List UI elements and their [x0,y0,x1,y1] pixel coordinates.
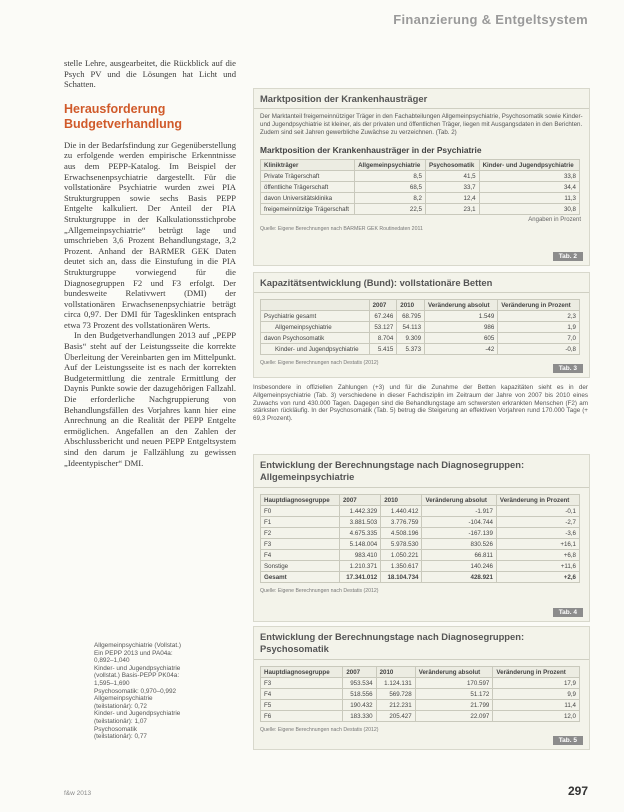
table-cell: 1,9 [498,322,580,333]
column-header: 2010 [381,495,422,506]
table-cell [261,333,370,344]
table-cell: 33,8 [479,171,579,182]
table-row [261,204,580,215]
column-header: Veränderung absolut [415,667,493,678]
column-header: Psychosomatik [425,160,479,171]
column-header: 2007 [343,667,376,678]
table-cell: öffentliche Trägerschaft [261,182,355,193]
table-cell: 41,5 [425,171,479,182]
psychosomatik-table [260,666,580,722]
footer-journal: f&w 2013 [64,790,92,797]
table-cell: 170.597 [415,678,493,689]
table-cell: 986 [425,322,498,333]
body-text-right: Insbesondere in offiziellen Zahlungen (+3) und für die Zunahme der Betten kapazitäten sieht es in der Allgemeinpsychiatrie (Tab. 3) verschiedene in dieser Fachdisziplin im Zeitraum der Jahre von 2007 bis 2010 eines Zuwachs von rund 430.000 Tagen. Dagegen sind die Behandlungstage am schwersten erkrankten Menschen (F2) am stärksten rückläufig. In der Psychosomatik (Tab. 5) betrug die Steigerung an effektiven Vorjahren rund 170.000 Tage (+ 69,3 Prozent). [253,384,588,423]
table-cell: 8,2 [355,193,426,204]
table-cell: 22.097 [415,711,493,722]
table-cell: Sonstige [261,561,340,572]
allgemein-table [260,494,580,583]
section-heading: Herausforderung Budgetverhandlung [64,101,183,131]
table-cell: 5.373 [397,344,425,355]
table-cell: 569.728 [376,689,415,700]
sidebox-line: (teilstationär): 0,77 [94,733,147,741]
table-row [261,171,580,182]
sidebox-line: (vollstat.) Basis-PEPP PK04a: [94,672,180,680]
table-cell: Private Trägerschaft [261,171,355,182]
table-cell: 1.440.412 [381,506,422,517]
table-cell: 11,4 [493,700,580,711]
table-row [261,711,580,722]
column-header: Klinikträger [261,160,355,171]
table-cell: 5.415 [369,344,397,355]
table-cell: 1.050.221 [381,550,422,561]
table-cell: 8.704 [369,333,397,344]
table-cell: 54.113 [397,322,425,333]
row-group-label: davon [264,334,281,342]
table-cell: 190.432 [343,700,376,711]
table-cell: 33,7 [425,182,479,193]
table-cell: 3.776.759 [381,517,422,528]
body-paragraph-1: Die in der Bedarfsfindung zur Gegenüberstellung zu erfolgende werden empirische Erkenntnisse aus dem PEPP-Katalog. Im Beispiel der Erwachsenenpsychiatrie dargestellt. Für die vollstationäre Psychiatrie wurden zwei PIA Strukturgruppen sowie sechs Basis PEPP Entgelte kalkuliert. Der Anteil der PIA Strukturgruppe in der Kalkulationsstichprobe „Allgemeinpsychiatrie“ betrügt lage und umschrieben 3,6 Prozent Behandlungstage, 3,2 Prozent. Anhand der BARMER GEK Daten deutet sich an, dass die Einstufung in die PIA Strukturgruppe vorwiegend für die Diagnosegruppen F2 und F3 erfolgt. Der bundesweite Relativwert (DMI) der vollstationären Erwachsenenpsychiatrie beträgt circa 0,97. Der DMI für Tagesklinken entsprach etwa 73 Prozent des vollstationären Werts. [64,139,236,330]
column-header: Kinder- und Jugendpsychiatrie [479,160,579,171]
table-cell: F3 [261,539,340,550]
table-cell: F4 [261,689,343,700]
table-cell: -1.917 [422,506,496,517]
table-row [261,528,580,539]
column-header: Hauptdiagnosegruppe [261,667,343,678]
table-cell: Kinder- und Jugendpsychiatrie [261,344,370,355]
source-note: Quelle: Eigene Berechnungen nach Destatis (2012) [260,727,379,733]
table-cell: 983.410 [339,550,380,561]
table-cell: 5.978.530 [381,539,422,550]
table-cell: 30,8 [479,204,579,215]
table-tag: Tab. 2 [553,252,583,261]
source-note: Quelle: Eigene Berechnungen nach Destatis (2012) [260,588,379,594]
table-cell: +16,1 [496,539,579,550]
table-cell: 428.921 [422,572,496,583]
sidebox-line: Kinder- und Jugendpsychiatrie [94,664,181,672]
table-cell: -2,7 [496,517,579,528]
table-cell: 212.231 [376,700,415,711]
source-note: Quelle: Eigene Berechnungen nach Destatis (2012) [260,360,379,366]
capacity-table [260,299,580,355]
table-cell: 183.330 [343,711,376,722]
table-cell: 1.210.371 [339,561,380,572]
table-title: Marktposition der Krankenhausträger in der Psychiatrie [260,145,482,155]
table-row [261,689,580,700]
table-cell: F5 [261,700,343,711]
table-cell: 2,3 [498,311,580,322]
table-cell: F6 [261,711,343,722]
table-cell: freigemeinnützige Trägerschaft [261,204,355,215]
table-cell: 22,5 [355,204,426,215]
table-cell: davon Universitätsklinika [261,193,355,204]
left-column [64,58,236,468]
table-row [261,678,580,689]
table-row [261,539,580,550]
sidebox-line: Kinder- und Jugendpsychiatrie [94,710,181,718]
table-cell: Allgemeinpsychiatrie [261,322,370,333]
panel-title: Entwicklung der Berechnungstage nach Diagnosegruppen: Psychosomatik [254,627,589,660]
table-cell: F4 [261,550,340,561]
column-header: Veränderung absolut [425,300,498,311]
sidebox-line: (teilstationär): 0,72 [94,702,147,710]
body-paragraph-2: In den Budgetverhandlungen 2013 auf „PEPP Basis“ steht auf der Leistungsseite die korrekte Überleitung der Vereinbarten gen im Mittelpunkt. Auf der Leistungsseite ist es nach der korrekten Budgetermittlung die zentrale Ermittlung der Daynis Punkte sowie der dazugehörigen Fallzahl. Die erforderliche Nachgruppierung von Behandlungsfällen des Vorjahres kann hier eine Anrechnung an die Realität der PEPP Entgelte ermöglichen. Angefallen an den Zahlen der Abschlussbericht und neuen PEPP Entgeltsystem sind den darum je Fallzählung zu gewissen „Ideentypischer“ DMI. [64,330,236,468]
table-tag: Tab. 5 [553,736,583,745]
table-total-row [261,572,580,583]
column-header: Hauptdiagnosegruppe [261,495,340,506]
table-cell: 9,9 [493,689,580,700]
dmi-sidebox [94,642,232,741]
table-cell: 7,0 [498,333,580,344]
table-cell: +6,8 [496,550,579,561]
column-header [261,300,370,311]
table-cell: 11,3 [479,193,579,204]
sidebox-line: 0,892–1,040 [94,657,130,665]
sidebox-line: (teilstationär): 1,07 [94,717,147,725]
table-row [261,561,580,572]
market-table [260,159,580,215]
table-cell: -0,8 [498,344,580,355]
table-cell: 18.104.734 [381,572,422,583]
sidebox-line: Psychosomatik: 0,970–0,992 [94,687,177,695]
column-header: 2010 [397,300,425,311]
table-cell: 53.127 [369,322,397,333]
sidebox-line: Psychosomatik [94,725,137,733]
sidebox-line: Allgemeinpsychiatrie [94,695,153,703]
market-position-panel [253,88,590,266]
table-cell: 5.148.004 [339,539,380,550]
table-cell: F3 [261,678,343,689]
table-row [261,344,580,355]
allgemeinpsychiatrie-panel [253,454,590,622]
panel-title: Marktposition der Krankenhausträger [254,89,589,109]
column-header: 2007 [339,495,380,506]
table-cell: F1 [261,517,340,528]
table-cell: -0,1 [496,506,579,517]
table-cell: 8,5 [355,171,426,182]
table-cell: 1.442.329 [339,506,380,517]
column-header: Veränderung absolut [422,495,496,506]
table-row [261,550,580,561]
panel-title: Entwicklung der Berechnungstage nach Diagnosegruppen: Allgemeinpsychiatrie [254,455,589,488]
table-cell: Psychiatrie gesamt [261,311,370,322]
table-cell: 205.427 [376,711,415,722]
row-label: Psychosomatik [282,334,325,342]
table-row [261,506,580,517]
table-cell: 518.556 [343,689,376,700]
column-header: 2010 [376,667,415,678]
column-header: Veränderung in Prozent [498,300,580,311]
column-header: Veränderung in Prozent [496,495,579,506]
source-note: Quelle: Eigene Berechnungen nach BARMER GEK Routinedaten 2011 [260,226,423,232]
table-cell: 12,4 [425,193,479,204]
table-cell: 68,5 [355,182,426,193]
table-cell: 68.795 [397,311,425,322]
table-cell: -3,6 [496,528,579,539]
table-cell: 66.811 [422,550,496,561]
column-header: Allgemeinpsychiatrie [355,160,426,171]
column-header: 2007 [369,300,397,311]
table-cell: +2,6 [496,572,579,583]
table-tag: Tab. 4 [553,608,583,617]
table-cell: 4.508.196 [381,528,422,539]
sidebox-line: 1,595–1,690 [94,679,130,687]
panel-text: Der Marktanteil freigemeinnütziger Träger in den Fachabteilungen Allgemeinpsychiatrie, Psychosomatik sowie Kinder- und Jugendpsychiatrie ist kleiner, als der privaten und öffentlichen Träger, liegen mit Ausgangsdaten in den Berichten. Zudem sind seit Jahren gewerbliche Zuwächse zu verzeichnen. (Tab. 2) [260,113,583,136]
table-row [261,333,580,344]
table-cell: -104.744 [422,517,496,528]
table-cell: 605 [425,333,498,344]
table-cell: -167.139 [422,528,496,539]
capacity-panel [253,272,590,378]
table-cell: 1.549 [425,311,498,322]
table-row [261,311,580,322]
table-row [261,193,580,204]
table-cell: -42 [425,344,498,355]
sidebox-line: Allgemeinpsychiatrie (Vollstat.) [94,642,182,649]
intro-paragraph: stelle Lehre, ausgearbeitet, die Rückblick auf die Psych PV und die Lösungen hat Licht und Schatten. [64,58,236,90]
table-row [261,322,580,333]
table-cell: 17,9 [493,678,580,689]
table-cell: Gesamt [261,572,340,583]
table-cell: 17.341.012 [339,572,380,583]
unit-note: Angaben in Prozent [528,217,581,223]
table-cell: 51.172 [415,689,493,700]
table-cell: +11,6 [496,561,579,572]
psychosomatik-panel [253,626,590,750]
table-cell: 9.309 [397,333,425,344]
table-cell: 67.246 [369,311,397,322]
table-row [261,517,580,528]
running-header: Finanzierung & Entgeltsystem [393,12,588,27]
table-cell: 1.124.131 [376,678,415,689]
table-cell: F2 [261,528,340,539]
table-cell: 3.881.503 [339,517,380,528]
page-number: 297 [567,784,588,798]
table-cell: 4.675.335 [339,528,380,539]
table-cell: 830.526 [422,539,496,550]
column-header: Veränderung in Prozent [493,667,580,678]
sidebox-line: Ein PEPP 2013 und PA04a: [94,649,173,657]
panel-title: Kapazitätsentwicklung (Bund): vollstationäre Betten [254,273,589,293]
table-cell: 21.799 [415,700,493,711]
table-cell: 140.246 [422,561,496,572]
table-cell: F0 [261,506,340,517]
table-cell: 1.350.617 [381,561,422,572]
table-row [261,700,580,711]
table-cell: 23,1 [425,204,479,215]
table-cell: 34,4 [479,182,579,193]
table-cell: 12,0 [493,711,580,722]
table-cell: 953.534 [343,678,376,689]
table-row [261,182,580,193]
table-tag: Tab. 3 [553,364,583,373]
